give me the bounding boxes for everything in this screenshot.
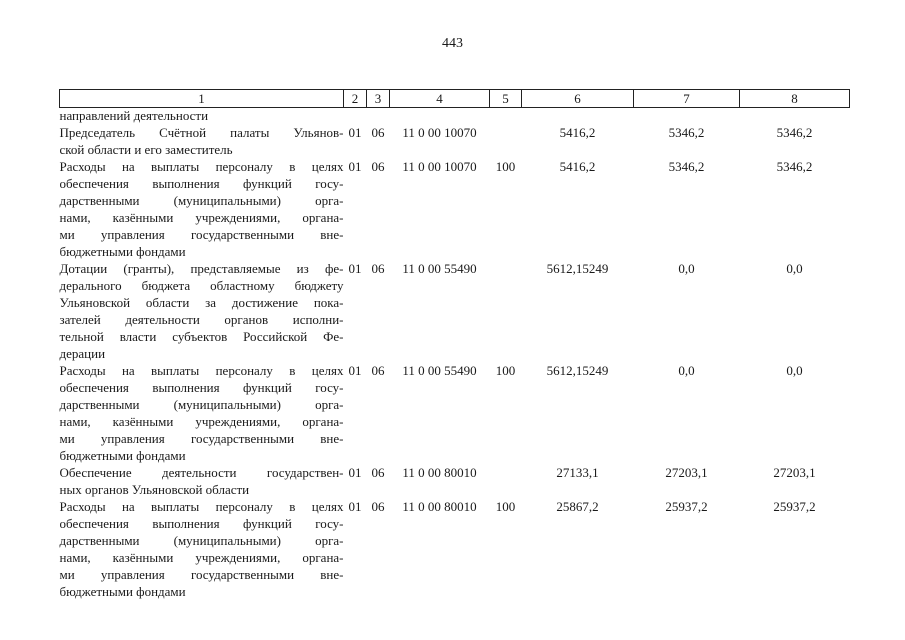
expense-type-code: 100 <box>495 363 516 378</box>
description-line: ми управления государственными вне- <box>59 567 344 582</box>
expense-type-code: 100 <box>495 499 516 514</box>
description-line: дарственными (муниципальными) орга- <box>59 193 344 208</box>
amount-col-6: 25867,2 <box>556 499 599 514</box>
description-line: ных органов Ульяновской области <box>59 482 250 497</box>
table-row <box>60 124 850 158</box>
col-header: 2 <box>344 90 367 108</box>
target-article-code: 11 0 00 10070 <box>402 125 477 140</box>
row-description <box>60 362 344 464</box>
description-line: дарственными (муниципальными) орга- <box>59 397 344 412</box>
description-line: бюджетными фондами <box>59 584 186 599</box>
expense-type-code <box>490 260 522 362</box>
amount-col-8: 0,0 <box>786 363 803 378</box>
description-line: дерации <box>59 346 106 361</box>
description-line: обеспечения выполнения функций госу- <box>59 516 344 531</box>
subsection-code: 06 <box>371 363 385 378</box>
description-line: дерального бюджета областному бюджету <box>59 278 344 293</box>
target-article-code: 11 0 00 80010 <box>402 465 477 480</box>
row-description <box>60 464 344 498</box>
description-line: нами, казёнными учреждениями, органа- <box>59 414 344 429</box>
subsection-code: 06 <box>371 261 385 276</box>
description-line: ми управления государственными вне- <box>59 431 344 446</box>
col-header: 7 <box>634 90 740 108</box>
target-article-code: 11 0 00 80010 <box>402 499 477 514</box>
amount-col-7: 5346,2 <box>668 159 705 174</box>
row-description <box>60 124 344 158</box>
amount-col-8: 25937,2 <box>773 499 816 514</box>
description-line: Обеспечение деятельности государствен- <box>59 465 344 480</box>
description-line: обеспечения выполнения функций госу- <box>59 176 344 191</box>
description-line: бюджетными фондами <box>59 244 186 259</box>
description-line: Расходы на выплаты персоналу в целях <box>59 499 344 514</box>
description-line: Дотации (гранты), представляемые из фе- <box>59 261 344 276</box>
amount-col-6: 5612,15249 <box>546 363 609 378</box>
amount-col-6: 5416,2 <box>559 159 596 174</box>
section-code: 01 <box>348 499 362 514</box>
col-header: 4 <box>390 90 490 108</box>
description-line: Ульяновской области за достижение пока- <box>59 295 344 310</box>
description-line: дарственными (муниципальными) орга- <box>59 533 344 548</box>
amount-col-6: 5416,2 <box>559 125 596 140</box>
description-line: зателей деятельности органов исполни- <box>59 312 344 327</box>
amount-col-7: 0,0 <box>678 261 695 276</box>
target-article-code: 11 0 00 10070 <box>402 159 477 174</box>
amount-col-7: 27203,1 <box>665 465 708 480</box>
amount-col-8: 27203,1 <box>773 465 816 480</box>
budget-table <box>59 89 850 600</box>
amount-col-7: 25937,2 <box>665 499 708 514</box>
page-number: 443 <box>442 36 463 51</box>
table-row <box>60 362 850 464</box>
description-line: ми управления государственными вне- <box>59 227 344 242</box>
subsection-code: 06 <box>371 125 385 140</box>
section-code: 01 <box>348 363 362 378</box>
description-line: Расходы на выплаты персоналу в целях <box>59 159 344 174</box>
row-description <box>60 260 344 362</box>
description-line: Председатель Счётной палаты Ульянов- <box>59 125 344 140</box>
amount-col-7: 0,0 <box>678 363 695 378</box>
subsection-code: 06 <box>371 159 385 174</box>
amount-col-8: 5346,2 <box>776 159 813 174</box>
amount-col-6: 5612,15249 <box>546 261 609 276</box>
amount-col-7: 5346,2 <box>668 125 705 140</box>
subsection-code: 06 <box>371 499 385 514</box>
subsection-code: 06 <box>371 465 385 480</box>
description-line: бюджетными фондами <box>59 448 186 463</box>
col-header: 6 <box>522 90 634 108</box>
expense-type-code <box>490 464 522 498</box>
row-description <box>60 498 344 600</box>
description-line: тельной власти субъектов Российской Фе- <box>59 329 344 344</box>
col-header: 5 <box>490 90 522 108</box>
header-row <box>60 90 850 108</box>
col-header: 8 <box>740 90 850 108</box>
section-code: 01 <box>348 261 362 276</box>
expense-type-code: 100 <box>495 159 516 174</box>
section-code: 01 <box>348 125 362 140</box>
description-line: Расходы на выплаты персоналу в целях <box>59 363 344 378</box>
continuation-row <box>60 108 850 125</box>
description-line: ской области и его заместитель <box>59 142 233 157</box>
continuation-text: направлений деятельности <box>59 108 209 123</box>
target-article-code: 11 0 00 55490 <box>402 261 477 276</box>
col-header: 3 <box>367 90 390 108</box>
description-line: нами, казёнными учреждениями, органа- <box>59 550 344 565</box>
table-row <box>60 464 850 498</box>
table-row <box>60 498 850 600</box>
expense-type-code <box>490 124 522 158</box>
section-code: 01 <box>348 159 362 174</box>
amount-col-6: 27133,1 <box>556 465 599 480</box>
section-code: 01 <box>348 465 362 480</box>
description-line: обеспечения выполнения функций госу- <box>59 380 344 395</box>
amount-col-8: 5346,2 <box>776 125 813 140</box>
amount-col-8: 0,0 <box>786 261 803 276</box>
description-line: нами, казёнными учреждениями, органа- <box>59 210 344 225</box>
table-row <box>60 260 850 362</box>
row-description <box>60 158 344 260</box>
target-article-code: 11 0 00 55490 <box>402 363 477 378</box>
col-header: 1 <box>60 90 344 108</box>
table-row <box>60 158 850 260</box>
